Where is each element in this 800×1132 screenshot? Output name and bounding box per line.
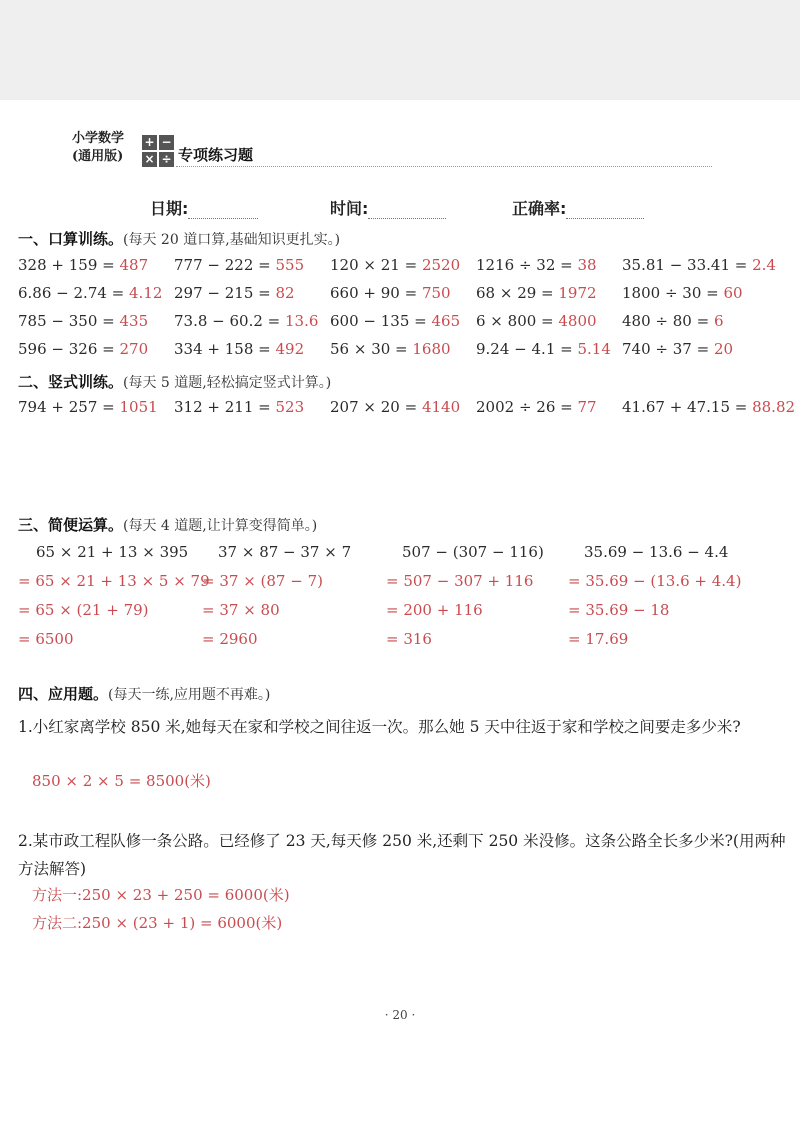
question: 73.8 − 60.2 = bbox=[174, 312, 286, 330]
oral-row bbox=[18, 312, 788, 336]
question: 6.86 − 2.74 = bbox=[18, 284, 130, 302]
oral-item bbox=[476, 256, 597, 274]
answer: 13.6 bbox=[285, 312, 319, 330]
question: 480 ÷ 80 = bbox=[622, 312, 714, 330]
oral-item bbox=[174, 340, 304, 358]
simplify-step: = 65 × 21 + 13 × 5 × 79 bbox=[18, 572, 210, 590]
section3-title: 三、简便运算。 bbox=[18, 516, 124, 534]
question: 297 − 215 = bbox=[174, 284, 276, 302]
simplify-step: = 2960 bbox=[202, 630, 258, 648]
oral-item bbox=[622, 340, 733, 358]
answer: 77 bbox=[577, 398, 597, 416]
date-label: 日期: bbox=[150, 199, 189, 218]
oral-item bbox=[18, 256, 148, 274]
oral-item bbox=[174, 284, 295, 302]
simplify-step: = 200 + 116 bbox=[386, 601, 483, 619]
oral-item bbox=[330, 340, 451, 358]
top-shadow-band bbox=[0, 0, 800, 100]
date-time-accuracy-line bbox=[150, 196, 710, 222]
answer: 4.12 bbox=[129, 284, 163, 302]
question: 334 + 158 = bbox=[174, 340, 276, 358]
answer: 6 bbox=[713, 312, 724, 330]
answer: 60 bbox=[723, 284, 743, 302]
minus-icon: − bbox=[159, 135, 174, 150]
simplify-question: 35.69 − 13.6 − 4.4 bbox=[584, 543, 729, 561]
question: 777 − 222 = bbox=[174, 256, 276, 274]
question: 1800 ÷ 30 = bbox=[622, 284, 724, 302]
oral-row bbox=[18, 256, 788, 280]
header-divider bbox=[176, 166, 712, 167]
question: 120 × 21 = bbox=[330, 256, 422, 274]
divide-icon: ÷ bbox=[159, 152, 174, 167]
question: 740 ÷ 37 = bbox=[622, 340, 714, 358]
question: 35.81 − 33.41 = bbox=[622, 256, 753, 274]
answer: 88.82 bbox=[752, 398, 796, 416]
accuracy-blank[interactable] bbox=[566, 200, 644, 219]
answer: 435 bbox=[119, 312, 149, 330]
vertical-item bbox=[18, 398, 158, 416]
question: 596 − 326 = bbox=[18, 340, 120, 358]
oral-item bbox=[330, 256, 460, 274]
section4-title: 四、应用题。 bbox=[18, 685, 109, 703]
question: 56 × 30 = bbox=[330, 340, 413, 358]
vertical-calc-row bbox=[18, 398, 796, 422]
oral-item bbox=[174, 312, 318, 330]
simplify-column bbox=[386, 538, 544, 654]
oral-item bbox=[18, 284, 162, 302]
answer: 38 bbox=[577, 256, 597, 274]
answer: 750 bbox=[421, 284, 451, 302]
time-label: 时间: bbox=[330, 199, 369, 218]
simplify-column bbox=[202, 538, 351, 654]
simplify-step: = 35.69 − 18 bbox=[568, 601, 670, 619]
vertical-item bbox=[622, 398, 795, 416]
simplify-question: 65 × 21 + 13 × 395 bbox=[36, 543, 189, 561]
question: 312 + 211 = bbox=[174, 398, 276, 416]
plus-icon: + bbox=[142, 135, 157, 150]
page-number: · 20 · bbox=[384, 1008, 416, 1022]
simplify-question: 507 − (307 − 116) bbox=[402, 543, 544, 561]
question: 68 × 29 = bbox=[476, 284, 559, 302]
operator-icon-grid bbox=[142, 135, 174, 167]
question: 9.24 − 4.1 = bbox=[476, 340, 578, 358]
series-title: 专项练习题 bbox=[178, 146, 254, 164]
oral-item bbox=[476, 284, 597, 302]
simplify-column bbox=[18, 538, 210, 654]
simplify-step: = 37 × 80 bbox=[202, 601, 280, 619]
simplify-step: = 65 × (21 + 79) bbox=[18, 601, 149, 619]
vertical-item bbox=[476, 398, 597, 416]
vertical-item bbox=[330, 398, 460, 416]
vertical-item bbox=[174, 398, 304, 416]
answer: 1051 bbox=[119, 398, 158, 416]
section4-note: (每天一练,应用题不再难。) bbox=[108, 687, 271, 703]
oral-row bbox=[18, 284, 788, 308]
problem2-method2: 方法二:250 × (23 + 1) = 6000(米) bbox=[32, 914, 283, 932]
question: 207 × 20 = bbox=[330, 398, 422, 416]
answer: 82 bbox=[275, 284, 295, 302]
simplify-step: = 35.69 − (13.6 + 4.4) bbox=[568, 572, 742, 590]
section1-title: 一、口算训练。 bbox=[18, 230, 124, 248]
answer: 2.4 bbox=[752, 256, 776, 274]
answer: 492 bbox=[275, 340, 305, 358]
brand-line1: 小学数学 bbox=[72, 131, 125, 146]
answer: 4140 bbox=[421, 398, 461, 416]
answer: 465 bbox=[431, 312, 461, 330]
oral-item bbox=[622, 256, 776, 274]
oral-item bbox=[174, 256, 304, 274]
accuracy-label: 正确率: bbox=[512, 199, 567, 218]
section1-heading bbox=[18, 228, 340, 249]
answer: 1972 bbox=[558, 284, 597, 302]
section3-heading bbox=[18, 514, 317, 535]
simplify-step: = 316 bbox=[386, 630, 432, 648]
problem2-method1: 方法一:250 × 23 + 250 = 6000(米) bbox=[32, 886, 290, 904]
simplify-step: = 507 − 307 + 116 bbox=[386, 572, 534, 590]
word-problem-2: 2.某市政工程队修一条公路。已经修了 23 天,每天修 250 米,还剩下 250 米没修。这条公路全长多少米?(用两种方法解答) bbox=[18, 832, 786, 878]
answer: 2520 bbox=[421, 256, 461, 274]
question: 785 − 350 = bbox=[18, 312, 120, 330]
section4-heading bbox=[18, 683, 270, 704]
times-icon: × bbox=[142, 152, 157, 167]
question: 794 + 257 = bbox=[18, 398, 120, 416]
simplify-question: 37 × 87 − 37 × 7 bbox=[218, 543, 352, 561]
question: 600 − 135 = bbox=[330, 312, 432, 330]
simplify-step: = 17.69 bbox=[568, 630, 629, 648]
answer: 555 bbox=[275, 256, 305, 274]
section2-heading bbox=[18, 371, 331, 392]
question: 6 × 800 = bbox=[476, 312, 559, 330]
oral-item bbox=[622, 312, 723, 330]
oral-item bbox=[622, 284, 743, 302]
oral-item bbox=[476, 340, 611, 358]
date-blank[interactable] bbox=[188, 200, 258, 219]
answer: 4800 bbox=[558, 312, 597, 330]
answer: 487 bbox=[119, 256, 149, 274]
brand-line2: (通用版) bbox=[72, 149, 124, 164]
simplify-column bbox=[568, 538, 741, 654]
question: 1216 ÷ 32 = bbox=[476, 256, 578, 274]
page-header bbox=[72, 130, 712, 180]
question: 41.67 + 47.15 = bbox=[622, 398, 753, 416]
brand-label bbox=[72, 130, 124, 166]
answer: 523 bbox=[275, 398, 305, 416]
answer: 5.14 bbox=[577, 340, 611, 358]
section1-note: (每天 20 道口算,基础知识更扎实。) bbox=[123, 232, 341, 248]
answer: 20 bbox=[713, 340, 734, 358]
oral-item bbox=[476, 312, 597, 330]
answer: 270 bbox=[119, 340, 149, 358]
simplify-step: = 37 × (87 − 7) bbox=[202, 572, 323, 590]
answer: 1680 bbox=[412, 340, 451, 358]
section2-note: (每天 5 道题,轻松搞定竖式计算。) bbox=[123, 375, 332, 391]
problem1-answer: 850 × 2 × 5 = 8500(米) bbox=[32, 772, 211, 790]
oral-item bbox=[330, 284, 451, 302]
oral-row bbox=[18, 340, 788, 364]
oral-item bbox=[18, 312, 148, 330]
simplify-step: = 6500 bbox=[18, 630, 74, 648]
question: 2002 ÷ 26 = bbox=[476, 398, 578, 416]
word-problem-1: 1.小红家离学校 850 米,她每天在家和学校之间往返一次。那么她 5 天中往返于家和学校之间要走多少米? bbox=[18, 718, 741, 736]
question: 328 + 159 = bbox=[18, 256, 120, 274]
oral-item bbox=[18, 340, 148, 358]
section3-note: (每天 4 道题,让计算变得简单。) bbox=[123, 518, 318, 534]
time-blank[interactable] bbox=[368, 200, 446, 219]
section2-title: 二、竖式训练。 bbox=[18, 373, 124, 391]
question: 660 + 90 = bbox=[330, 284, 422, 302]
oral-item bbox=[330, 312, 460, 330]
